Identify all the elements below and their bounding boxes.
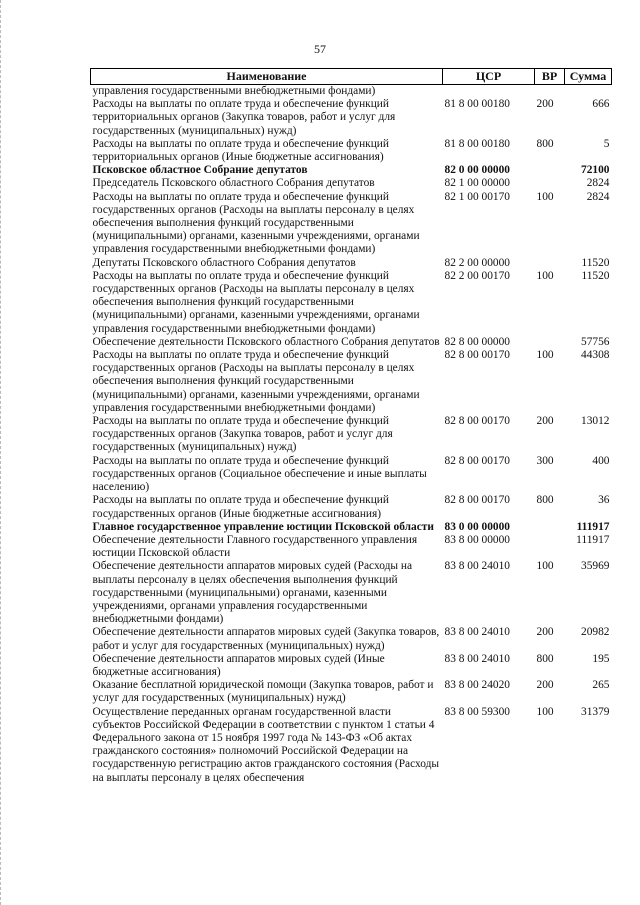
cell-name: Председатель Псковского областного Собрания депутатов xyxy=(92,177,375,190)
cell-vr: 800 xyxy=(536,494,554,507)
cell-name: Расходы на выплаты по оплате труда и обеспечение функций государственных органов (Иные бюджетные ассигнования) xyxy=(92,494,389,520)
cell-sum: 2824 xyxy=(586,190,610,203)
scan-edge xyxy=(0,0,4,905)
table-row xyxy=(91,521,612,534)
cell-vr: 200 xyxy=(536,626,554,639)
cell-sum: 2824 xyxy=(586,177,610,190)
cell-vr xyxy=(535,521,565,534)
table-row xyxy=(91,679,612,705)
table-header-row xyxy=(91,69,612,85)
cell-csr: 82 8 00 00170 xyxy=(444,454,510,467)
cell-vr xyxy=(535,257,565,270)
cell-vr xyxy=(535,336,565,349)
cell-name: Псковское областное Собрание депутатов xyxy=(92,164,308,177)
cell-vr: 200 xyxy=(536,415,554,428)
cell-vr xyxy=(535,85,565,99)
header-name: Наименование xyxy=(91,69,443,85)
cell-vr xyxy=(535,177,565,190)
cell-name: Расходы на выплаты по оплате труда и обеспечение функций государственных органов (Социальное обеспечение и иные выплаты населению) xyxy=(92,454,427,494)
cell-csr: 82 8 00 00170 xyxy=(444,349,510,362)
cell-sum: 36 xyxy=(598,494,610,507)
cell-csr xyxy=(443,85,535,99)
cell-sum: 5 xyxy=(603,137,610,150)
cell-csr: 83 0 00 00000 xyxy=(444,520,510,533)
cell-csr: 82 8 00 00000 xyxy=(444,335,510,348)
table-row xyxy=(91,455,612,495)
cell-csr: 82 8 00 00170 xyxy=(444,415,510,428)
cell-vr: 800 xyxy=(536,652,554,665)
header-vr: ВР xyxy=(535,69,565,85)
cell-sum xyxy=(565,85,612,99)
cell-name: Главное государственное управление юстиции Псковской области xyxy=(92,520,434,533)
cell-name: управления государственными внебюджетными фондами) xyxy=(92,85,376,97)
cell-csr: 82 2 00 00170 xyxy=(444,269,510,282)
table-row xyxy=(91,534,612,560)
table-row xyxy=(91,653,612,679)
cell-name: Расходы на выплаты по оплате труда и обеспечение функций государственных органов (Расходы на выплаты персоналу в целях обеспечения выполнения функций государственными (муниципальными) органами, казенными учреждениями, органами управления государственными внебюджетными фондами) xyxy=(92,269,420,335)
cell-name: Обеспечение деятельности аппаратов мировых судей (Иные бюджетные ассигнования) xyxy=(92,652,385,678)
cell-vr: 100 xyxy=(536,349,554,362)
cell-vr: 100 xyxy=(536,269,554,282)
cell-sum: 57756 xyxy=(581,335,610,348)
cell-name: Обеспечение деятельности Главного государственного управления юстиции Псковской области xyxy=(92,533,418,560)
cell-name: Расходы на выплаты по оплате труда и обеспечение функций территориальных органов (Закупка товаров, работ и услуг для государственных (муниципальных) нужд) xyxy=(92,98,396,137)
table-row xyxy=(91,85,612,99)
cell-csr: 83 8 00 24010 xyxy=(444,626,510,639)
cell-csr: 83 8 00 00000 xyxy=(444,533,510,546)
cell-csr: 82 8 00 00170 xyxy=(444,494,510,507)
header-sum: Сумма xyxy=(565,69,612,85)
cell-vr xyxy=(535,534,565,560)
cell-name: Обеспечение деятельности аппаратов мировых судей (Закупка товаров, работ и услуг для государственных (муниципальных) нужд) xyxy=(92,626,440,652)
page-number: 57 xyxy=(314,42,326,56)
cell-sum: 11520 xyxy=(581,269,610,282)
table-row xyxy=(91,706,612,785)
cell-csr: 83 8 00 24020 xyxy=(444,679,510,692)
cell-sum: 20982 xyxy=(581,626,610,639)
cell-sum: 13012 xyxy=(581,415,610,428)
table-row xyxy=(91,98,612,138)
cell-sum: 31379 xyxy=(581,705,610,718)
cell-sum: 265 xyxy=(592,679,610,692)
table-row xyxy=(91,626,612,652)
cell-name: Осуществление переданных органам государственной власти субъектов Российской Федерации в соответствии с пунктом 1 статьи 4 Федерального закона от 15 ноября 1997 года № 143-ФЗ «Об актах гражданского состояния» полномочий Российской Федерации на государственную регистрацию актов гражданского состояния (Расходы на выплаты персоналу в целях обеспечения xyxy=(92,705,440,784)
cell-name: Расходы на выплаты по оплате труда и обеспечение функций государственных органов (Расходы на выплаты персоналу в целях обеспечения выполнения функций государственными (муниципальными) органами, казенными учреждениями, органами управления государственными внебюджетными фондами) xyxy=(92,349,420,414)
cell-csr: 81 8 00 00180 xyxy=(444,98,510,111)
cell-name: Расходы на выплаты по оплате труда и обеспечение функций государственных органов (Закупка товаров, работ и услуг для государственных (муниципальных) нужд) xyxy=(92,415,393,454)
cell-sum: 35969 xyxy=(581,560,610,573)
header-csr: ЦСР xyxy=(443,69,535,85)
cell-csr: 83 8 00 24010 xyxy=(444,560,510,573)
cell-name: Обеспечение деятельности Псковского областного Собрания депутатов xyxy=(92,335,440,348)
cell-name: Расходы на выплаты по оплате труда и обеспечение функций территориальных органов (Иные бюджетные ассигнования) xyxy=(92,137,389,164)
cell-sum: 400 xyxy=(592,454,610,467)
cell-vr: 200 xyxy=(536,679,554,692)
cell-sum: 111917 xyxy=(576,533,610,546)
cell-vr: 100 xyxy=(536,560,554,573)
cell-csr: 82 2 00 00000 xyxy=(444,256,510,269)
cell-sum: 44308 xyxy=(581,349,610,362)
cell-vr: 800 xyxy=(536,137,554,150)
budget-table xyxy=(90,68,612,785)
cell-csr: 82 1 00 00170 xyxy=(444,190,510,203)
cell-sum: 111917 xyxy=(576,520,610,533)
table-row xyxy=(91,349,612,415)
cell-vr: 100 xyxy=(536,190,554,203)
cell-vr: 300 xyxy=(536,454,554,467)
cell-csr: 83 8 00 59300 xyxy=(444,705,510,718)
table-row xyxy=(91,138,612,164)
cell-name: Оказание бесплатной юридической помощи (Закупка товаров, работ и услуг для государственных (муниципальных) нужд) xyxy=(92,679,434,705)
cell-sum: 195 xyxy=(592,652,610,665)
table-row xyxy=(91,270,612,336)
table-row xyxy=(91,560,612,626)
cell-csr: 81 8 00 00180 xyxy=(444,137,510,150)
cell-vr: 100 xyxy=(536,705,554,718)
cell-name: Обеспечение деятельности аппаратов мировых судей (Расходы на выплаты персоналу в целях обеспечения выполнения функций государственными (муниципальными) органами, казенными учреждениями, органами управления государственными внебюджетными фондами) xyxy=(92,560,413,626)
cell-csr: 82 0 00 00000 xyxy=(444,164,510,177)
table-row xyxy=(91,415,612,455)
cell-sum: 666 xyxy=(592,98,610,111)
table-row xyxy=(91,191,612,257)
cell-vr xyxy=(535,164,565,177)
cell-csr: 83 8 00 24010 xyxy=(444,652,510,665)
cell-csr: 82 1 00 00000 xyxy=(444,177,510,190)
cell-name: Расходы на выплаты по оплате труда и обеспечение функций государственных органов (Расходы на выплаты персоналу в целях обеспечения выполнения функций государственными (муниципальными) органами, казенными учреждениями, органами управления государственными внебюджетными фондами) xyxy=(92,190,420,256)
cell-vr: 200 xyxy=(536,98,554,111)
table-body xyxy=(91,85,612,785)
table-row xyxy=(91,336,612,349)
cell-name: Депутаты Псковского областного Собрания депутатов xyxy=(92,256,356,269)
table-row xyxy=(91,164,612,177)
cell-sum: 11520 xyxy=(581,256,610,269)
cell-sum: 72100 xyxy=(581,164,610,177)
table-row xyxy=(91,257,612,270)
table-row xyxy=(91,177,612,190)
table-row xyxy=(91,494,612,520)
